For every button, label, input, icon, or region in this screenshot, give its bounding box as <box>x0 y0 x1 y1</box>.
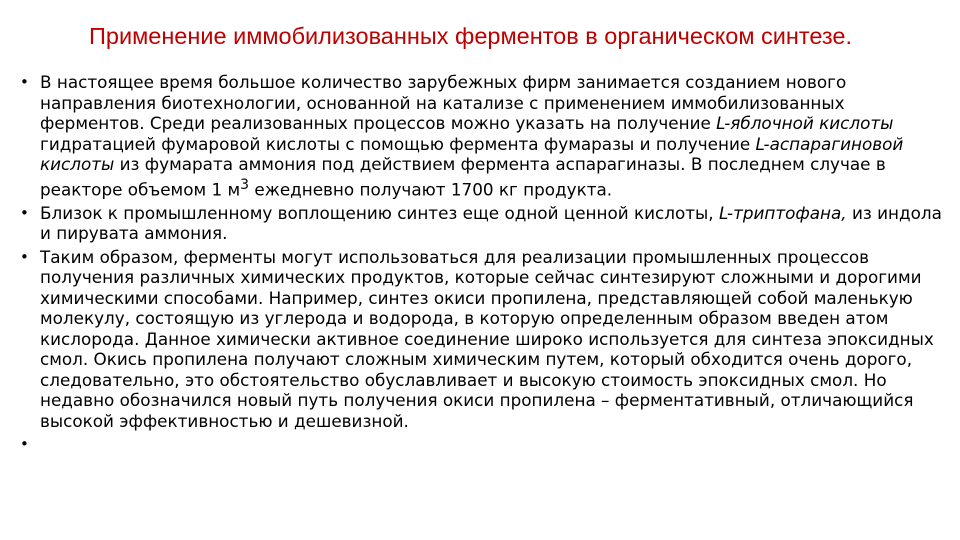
list-item-propylene-oxide <box>20 247 945 432</box>
tryptophan-term: L-триптофана, <box>718 202 847 223</box>
malic-acid-term: L-яблочной кислоты <box>716 113 894 133</box>
cubic-superscript: 3 <box>240 176 250 193</box>
bullet-marker: • <box>20 73 29 91</box>
paragraph-text: из индола и пирувата аммония. <box>40 202 942 244</box>
paragraph-text: В настоящее время большое количество зарубежных фирм занимается созданием нового направления биотехнологии, основанной на катализе с применением иммобилизованных ферментов. Среди реализованных процессов можно указать на получение <box>40 72 847 133</box>
aspartic-acid-term: L-аспарагиновой кислоты <box>40 133 904 174</box>
bullet-marker: • <box>20 435 29 454</box>
list-item-tryptophan <box>20 203 945 244</box>
paragraph-text: Близок к промышленному воплощению синтез еще одной ценной кислоты, <box>40 202 719 223</box>
slide-body <box>20 72 945 463</box>
paragraph-text: гидратацией фумаровой кислоты с помощью фермента фумаразы и получение <box>40 133 756 154</box>
paragraph-text: Таким образом, ферменты могут использоваться для реализации промышленных процессов получения различных химических продуктов, которые сейчас синтезируют сложными и дорогими химическими способами. Например, синтез окиси пропилена, представляющей собой маленькую молекулу, состоящую из углерода и водорода, в которую определенным образом введен атом кислорода. Данное химически активное соединение широко используется для синтеза эпоксидных смол. Окись пропилена получают сложным химическим путем, который обходится очень дорого, следовательно, это обстоятельство обуславливает и высокую стоимость эпоксидных смол. Но недавно обозначился новый путь получения окиси пропилена – ферментативный, отличающийся высокой эффективностью и дешевизной. <box>40 246 934 431</box>
paragraph-text: ежедневно получают 1700 кг продукта. <box>249 179 613 200</box>
slide-title: Применение иммобилизованных ферментов в органическом синтезе. <box>89 23 853 49</box>
bullet-marker: • <box>20 247 29 266</box>
bullet-marker: • <box>20 203 29 222</box>
list-item-current-research <box>20 72 945 200</box>
list-item-empty <box>20 434 945 460</box>
paragraph-text: из фумарата аммония под действием фермента аспарагиназы. В последнем случае в реакторе объемом 1 м <box>40 154 886 200</box>
